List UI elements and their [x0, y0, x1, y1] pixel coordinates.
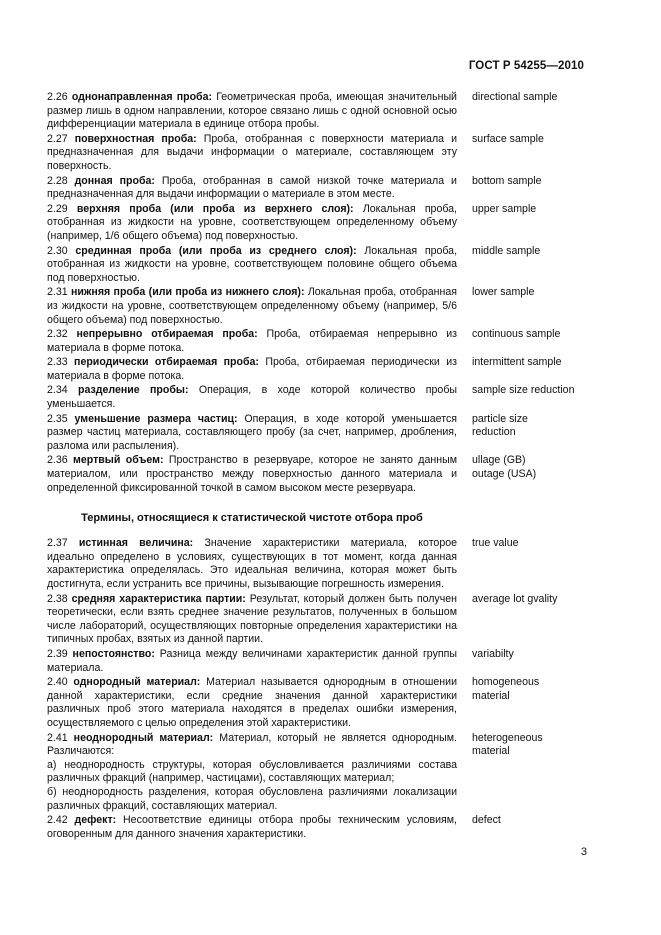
term-definition: Проба, отбираемая непрерывно из материала в форме потока.: [47, 328, 458, 354]
term-english-line: outage (USA): [472, 468, 537, 481]
term-entry: [47, 454, 587, 495]
term-subitem-a: а) неоднородность структуры, которая обусловливается различиями состава различных фракций (например, частицами), составляющих материал;: [47, 758, 457, 785]
term-english-line: average lot gvality: [472, 592, 558, 605]
term-number: 2.35: [47, 412, 68, 425]
term-definition: Локальная проба, отобранная из жидкости на уровне, соответствующем половине общего объема под поверхностью.: [47, 244, 458, 284]
term-english-line: material: [472, 689, 510, 702]
term-number: 2.42: [47, 814, 68, 827]
term-definition: Проба, отобранная с поверхности материала и предназначенная для выдачи информации о материале, составляющем эту поверхность.: [47, 132, 457, 172]
term-name: неоднородный материал:: [73, 731, 214, 744]
term-number: 2.31: [47, 286, 68, 299]
term-entry: [47, 648, 587, 675]
term-english-line: middle sample: [472, 244, 541, 257]
term-entry: [47, 328, 587, 355]
term-english-line: defect: [472, 814, 501, 827]
term-definition: Результат, который должен быть получен теоретически, если взять среднее значение результатов, полученных в большом числе лабораторий, осуществляющих повторные определения характеристики на типичных пробах, взятых из данной партии.: [47, 592, 457, 646]
term-name: верхняя проба (или проба из верхнего слоя):: [76, 202, 354, 215]
term-name: донная проба:: [74, 174, 155, 187]
term-english-line: lower sample: [472, 286, 535, 299]
term-english-line: true value: [472, 537, 519, 550]
term-name: уменьшение размера частиц:: [74, 412, 238, 425]
term-definition: Материал называется однородным в отношении данной характеристики, если средние значения данной характеристики различных проб этого материала находятся в пределах ошибки измерения, осуществляемого с целью определения этой характеристики.: [47, 676, 457, 729]
term-english-line: variabilty: [472, 647, 514, 660]
term-definition: Локальная проба, отобранная из жидкости на уровне, соответствующем определенному объему (например, 5/6 общего объема) под поверхностью.: [47, 286, 458, 326]
term-name: однонаправленная проба:: [71, 91, 213, 103]
term-number: 2.30: [47, 244, 68, 257]
term-name: истинная величина:: [78, 537, 194, 550]
term-name: однородный материал:: [73, 676, 201, 689]
term-number: 2.32: [47, 328, 68, 341]
term-english-line: upper sample: [472, 202, 537, 215]
term-name: поверхностная проба:: [74, 132, 197, 145]
term-name: мертвый объем:: [73, 454, 164, 467]
term-english-line: surface sample: [472, 132, 544, 145]
term-entry-2-41: [47, 732, 587, 814]
term-number: 2.27: [47, 132, 68, 145]
page-number: 3: [580, 846, 587, 858]
term-subitem-b: б) неоднородность разделения, которая обусловлена различиями локализации различных фракций, составляющих материал.: [47, 785, 457, 812]
term-definition: Операция, в ходе которой количество пробы уменьшается.: [47, 384, 457, 411]
term-english-line: material: [472, 745, 510, 758]
term-english-line: reduction: [472, 426, 516, 439]
term-number: 2.34: [47, 384, 68, 397]
term-name: нижняя проба (или проба из нижнего слоя):: [71, 286, 305, 299]
term-number: 2.37: [47, 537, 68, 550]
term-entry: [47, 133, 587, 174]
term-number: 2.36: [47, 454, 68, 467]
term-number: 2.29: [47, 202, 68, 215]
term-name: срединная проба (или проба из среднего слоя):: [75, 244, 357, 257]
term-definition: Разница между величинами характеристик данной группы материала.: [47, 647, 457, 674]
term-english-line: sample size reduction: [472, 384, 575, 397]
term-name: непостоянство:: [72, 647, 155, 660]
term-number: 2.26: [47, 91, 68, 103]
term-english-line: ullage (GB): [472, 454, 526, 467]
term-entry: [47, 676, 587, 730]
term-entry: [47, 413, 587, 454]
term-english-line: homogeneous: [472, 676, 540, 689]
term-name: периодически отбираемая проба:: [74, 356, 259, 369]
term-name: дефект:: [74, 814, 117, 827]
term-english-line: heterogeneous: [472, 731, 543, 744]
term-name: средняя характеристика партии:: [71, 592, 246, 605]
term-definition: Проба, отобранная в самой низкой точке материала и предназначенная для выдачи информации о материале в этом месте.: [47, 174, 457, 201]
term-name: непрерывно отбираемая проба:: [76, 328, 258, 341]
term-definition: Значение характеристики материала, которое идеально определено в условиях, существующих в тот момент, когда данная характеристика определялась. Это идеальная величина, которая может быть достигнута, если устранить все причины, вызывающие погрешность измерения.: [47, 537, 457, 590]
term-definition: Материал, который не является однородным. Различаются:: [47, 731, 458, 758]
term-number: 2.41: [47, 731, 68, 744]
term-english-line: particle size: [472, 412, 528, 425]
term-entry: [47, 384, 587, 411]
term-name: разделение пробы:: [78, 384, 189, 397]
term-list-a: [47, 91, 587, 495]
term-entry: [47, 175, 587, 202]
term-number: 2.40: [47, 676, 68, 689]
term-number: 2.28: [47, 174, 68, 187]
term-definition: Несоответствие единицы отбора пробы техническим условиям, оговоренным для данного значения характеристики.: [47, 814, 457, 840]
term-english-line: bottom sample: [472, 174, 542, 187]
document-content: [47, 91, 587, 842]
term-number: 2.39: [47, 647, 68, 660]
term-number: 2.33: [47, 356, 68, 369]
term-definition: Проба, отбираемая периодически из материала в форме потока.: [47, 356, 457, 382]
document-header: ГОСТ Р 54255—2010: [468, 60, 584, 72]
term-entry: [47, 286, 587, 327]
term-list-b: [47, 537, 587, 730]
term-definition: Геометрическая проба, имеющая значительный размер лишь в одном направлении, которое связано лишь с одной основной осью дифференциации материала в единице отбора пробы.: [47, 91, 457, 131]
section-title: Термины, относящиеся к статистической чистоте отбора проб: [81, 512, 423, 525]
term-definition: Локальная проба, отобранная из жидкости на уровне, соответствующем определенному объему (например, 1/6 общего объема) под поверхностью.: [47, 202, 457, 242]
term-number: 2.38: [47, 592, 68, 605]
term-entry: [47, 245, 587, 286]
term-english-line: directional sample: [472, 91, 558, 103]
term-entry-2-42: [47, 814, 587, 841]
term-definition: Операция, в ходе которой уменьшается размер частиц материала, составляющего пробу (за счет, например, дробления, разлома или распыления).: [47, 412, 457, 452]
term-entry: [47, 593, 587, 647]
term-entry: [47, 203, 587, 244]
term-english-line: continuous sample: [472, 328, 561, 341]
term-entry: [47, 356, 587, 383]
term-entry: [47, 91, 587, 132]
term-entry: [47, 537, 587, 591]
term-english-line: intermittent sample: [472, 356, 562, 369]
term-definition: Пространство в резервуаре, которое не занято данным материалом, или пространство между поверхностью данного материала и определенной фиксированной точкой в самом высоком месте резервуара.: [47, 454, 457, 494]
